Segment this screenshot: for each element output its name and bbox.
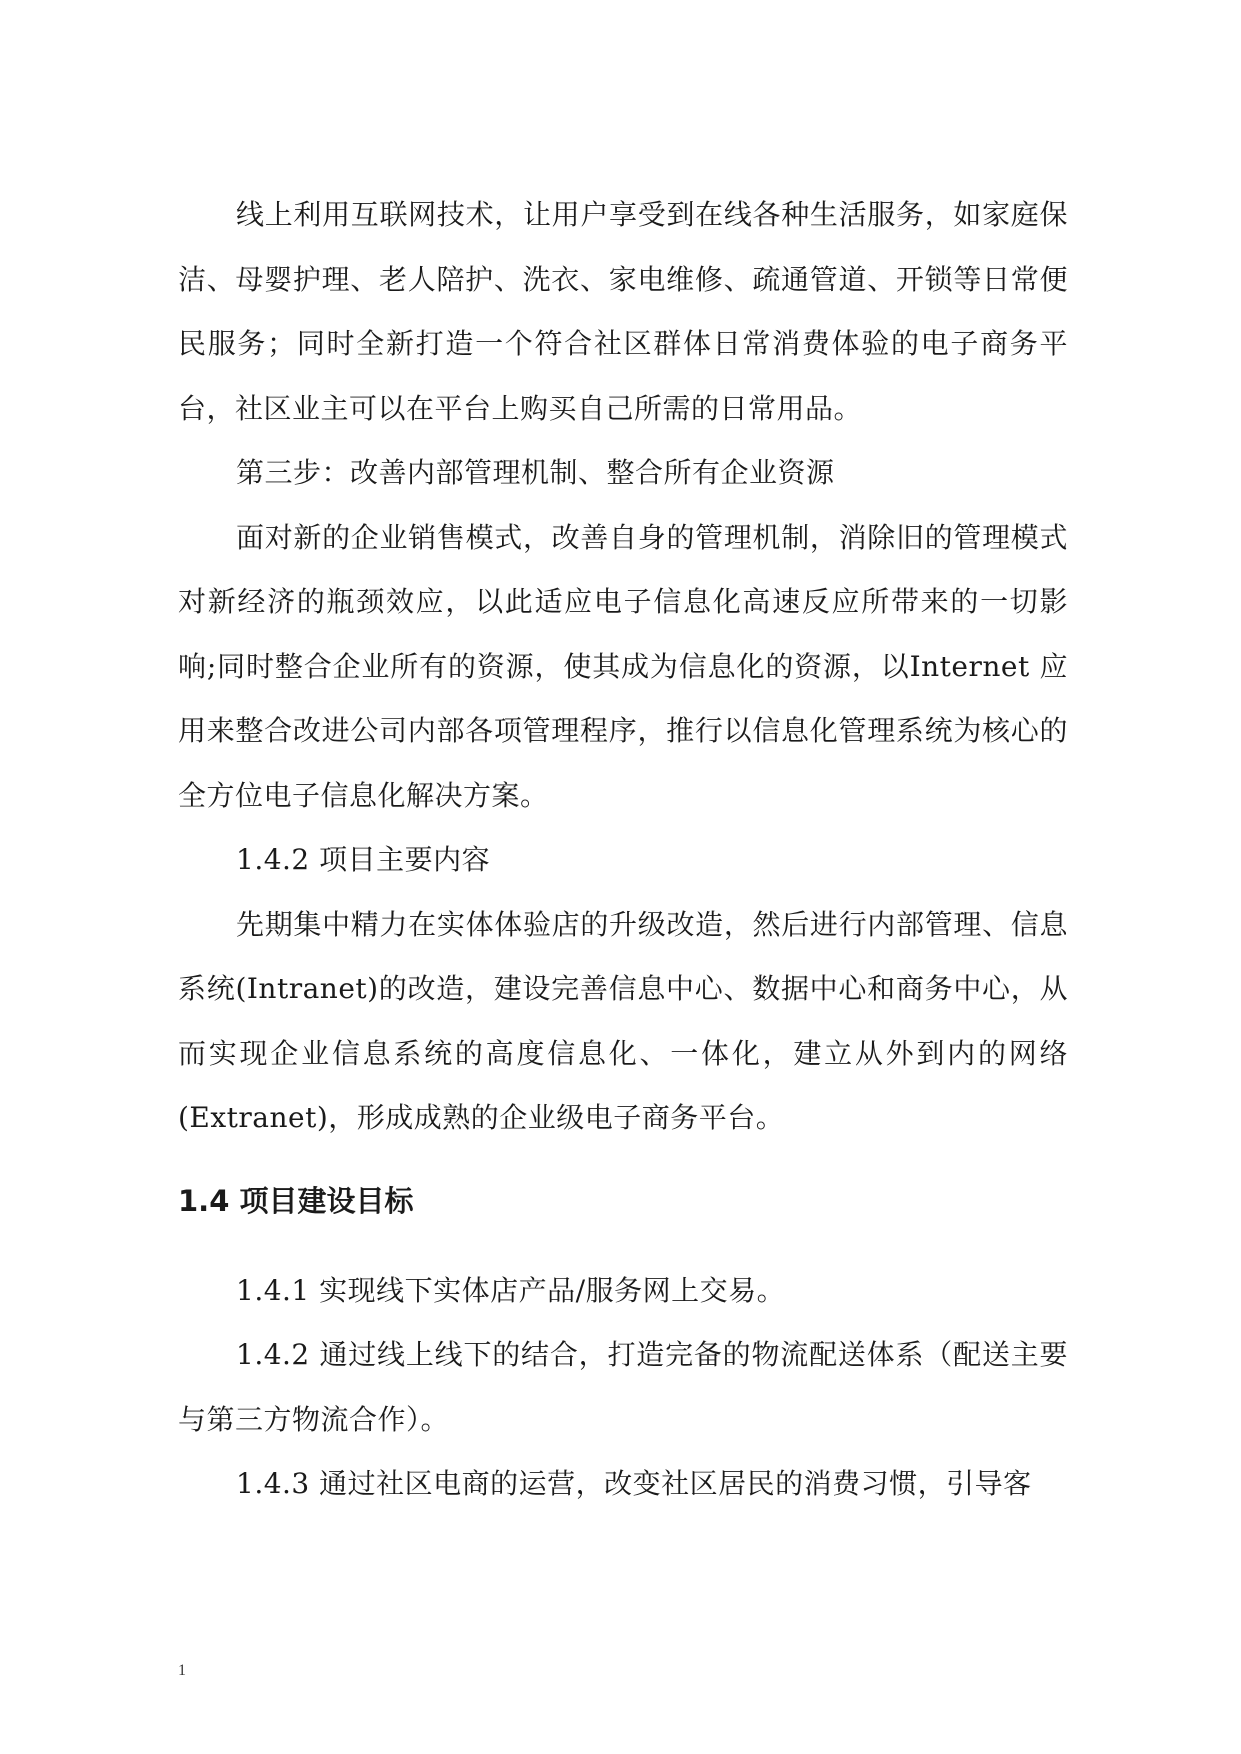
paragraph-main-content: 先期集中精力在实体体验店的升级改造，然后进行内部管理、信息系统(Intranet)的改造，建设完善信息中心、数据中心和商务中心，从而实现企业信息系统的高度信息化、一体化，建立从外到内的网络(Extranet)，形成成熟的企业级电子商务平台。 [178,907,1068,1134]
goal-item-1: 1.4.1 实现线下实体店产品/服务网上交易。 [236,1273,786,1307]
goal-item-2: 1.4.2 通过线上线下的结合，打造完备的物流配送体系（配送主要与第三方物流合作）。 [178,1338,1068,1436]
paragraph-management-reform: 面对新的企业销售模式，改善自身的管理机制，消除旧的管理模式对新经济的瓶颈效应，以此适应电子信息化高速反应所带来的一切影响;同时整合企业所有的资源，使其成为信息化的资源，以Internet 应用来整合改进公司内部各项管理程序，推行以信息化管理系统为核心的全方位电子信息化解决方案。 [178,520,1068,812]
step-three-heading: 第三步：改善内部管理机制、整合所有企业资源 [236,456,835,489]
page-number: 1 [178,1662,186,1679]
section-heading-goals: 1.4 项目建设目标 [178,1183,414,1218]
goal-item-3: 1.4.3 通过社区电商的运营，改变社区居民的消费习惯，引导客 [236,1467,1032,1500]
page-content [178,183,1068,1517]
subsection-heading-main-content: 1.4.2 项目主要内容 [236,843,491,876]
paragraph-online-services: 线上利用互联网技术，让用户享受到在线各种生活服务，如家庭保洁、母婴护理、老人陪护、洗衣、家电维修、疏通管道、开锁等日常便民服务；同时全新打造一个符合社区群体日常消费体验的电子商务平台，社区业主可以在平台上购买自己所需的日常用品。 [178,198,1068,425]
